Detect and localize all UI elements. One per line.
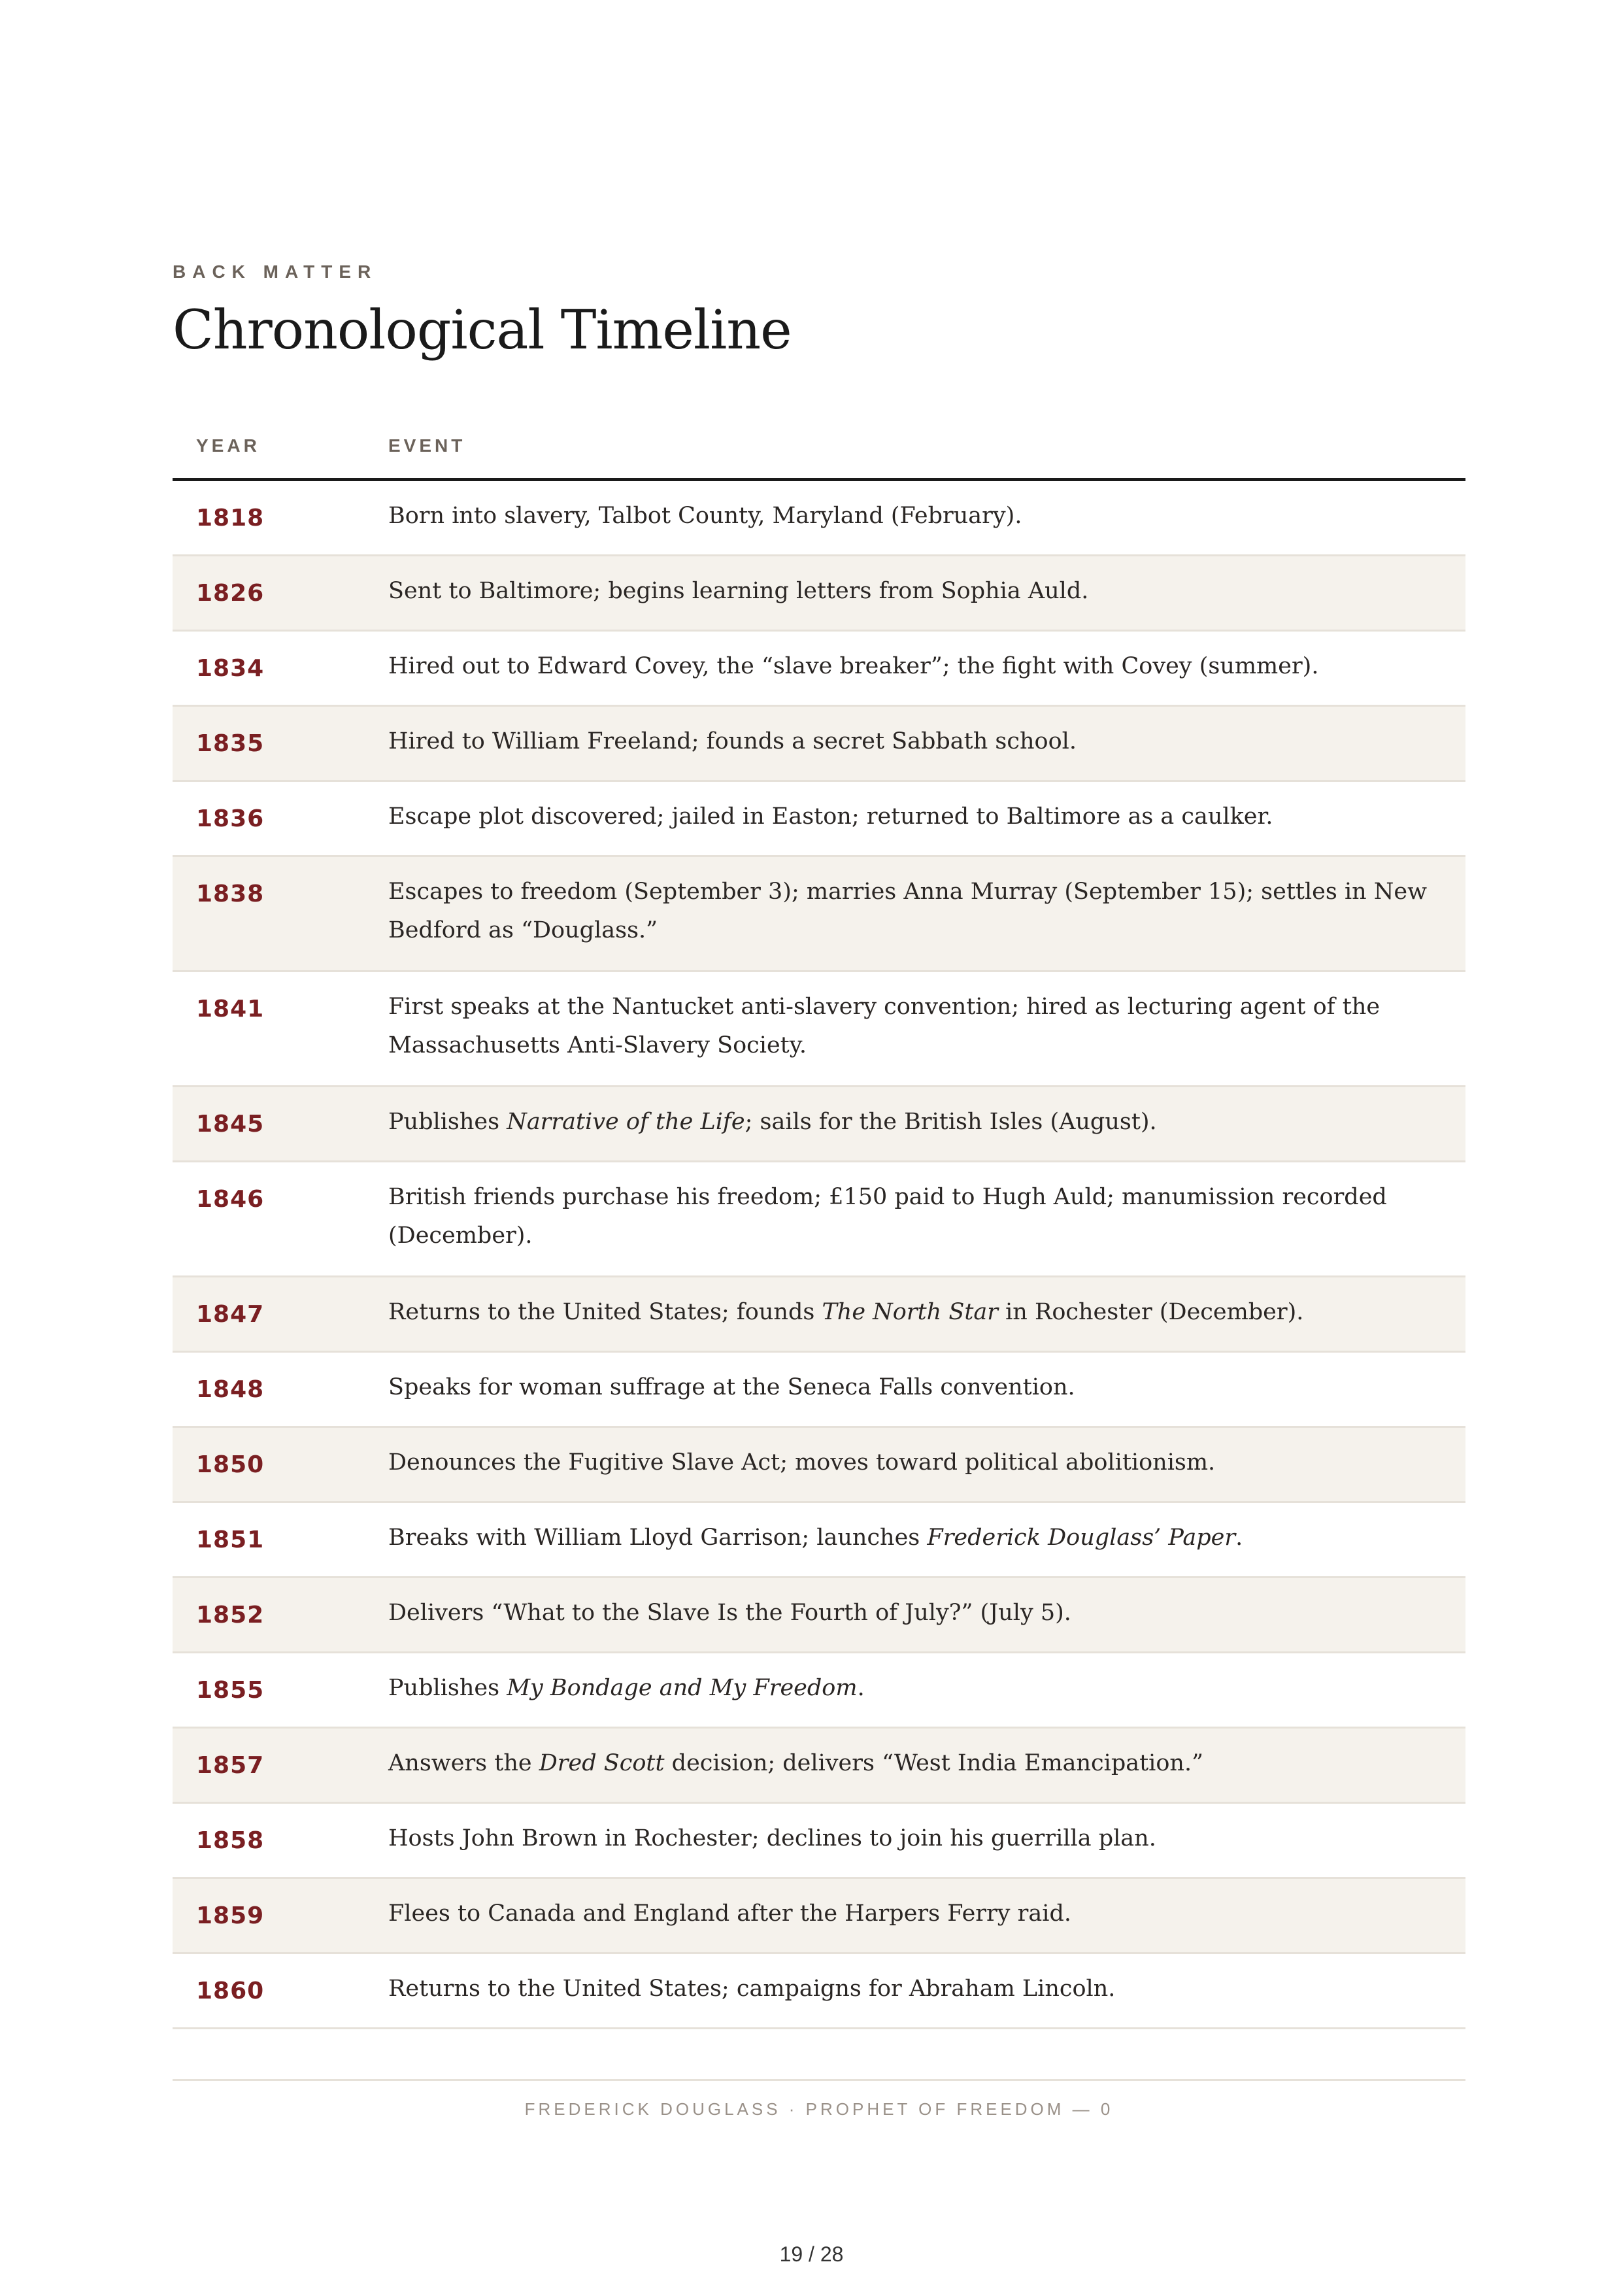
year-cell: 1841 [196,996,265,1022]
year-cell: 1836 [196,805,265,832]
event-text: Hosts John Brown in Rochester; declines to join his guerrilla plan. [388,1825,1156,1851]
event-text: Returns to the United States; founds [388,1299,822,1325]
event-text: . [857,1675,865,1701]
event-cell [388,1744,1434,1783]
table-row [173,1353,1465,1428]
year-cell: 1855 [196,1677,265,1704]
event-text: Denounces the Fugitive Slave Act; moves toward political abolitionism. [388,1449,1216,1476]
event-title-italic: Dred Scott [539,1750,665,1776]
table-row [173,1879,1465,1954]
event-title-italic: Frederick Douglass’ Paper [927,1525,1236,1551]
event-cell [388,572,1434,611]
year-cell: 1860 [196,1978,265,2004]
table-row [173,1087,1465,1162]
event-cell [388,722,1434,761]
table-row [173,556,1465,632]
table-row [173,632,1465,707]
event-text: . [1235,1525,1243,1551]
event-text: Sent to Baltimore; begins learning letters from Sophia Auld. [388,578,1089,604]
event-text: decision; delivers “West India Emancipation.” [664,1750,1203,1776]
year-cell: 1838 [196,881,265,907]
footer-divider [173,2079,1465,2081]
event-text: in Rochester (December). [997,1299,1304,1325]
event-text: Answers the [388,1750,539,1776]
column-header-year: YEAR [196,435,260,456]
year-cell: 1848 [196,1376,265,1403]
table-row [173,1428,1465,1503]
year-cell: 1845 [196,1111,265,1138]
table-row [173,857,1465,972]
event-text: Breaks with William Lloyd Garrison; launches [388,1525,928,1551]
table-row [173,972,1465,1087]
event-text: Born into slavery, Talbot County, Maryland (February). [388,503,1022,529]
table-header [173,418,1465,481]
table-row [173,481,1465,556]
table-row [173,782,1465,857]
year-cell: 1846 [196,1186,265,1213]
year-cell: 1826 [196,580,265,607]
table-row [173,1277,1465,1353]
event-cell [388,1895,1434,1933]
table-row [173,1954,1465,2029]
year-cell: 1857 [196,1752,265,1779]
event-text: British friends purchase his freedom; £150 paid to Hugh Auld; manumission recorded (December). [388,1184,1387,1249]
event-cell [388,873,1434,950]
event-cell [388,1368,1434,1407]
table-row [173,1653,1465,1729]
year-cell: 1858 [196,1827,265,1854]
event-cell [388,1178,1434,1255]
year-cell: 1818 [196,505,265,532]
page-title: Chronological Timeline [173,299,792,362]
event-text: Returns to the United States; campaigns for Abraham Lincoln. [388,1976,1116,2002]
event-cell [388,1103,1434,1141]
event-cell [388,798,1434,836]
table-row [173,707,1465,782]
year-cell: 1859 [196,1902,265,1929]
event-cell [388,988,1434,1065]
event-cell [388,647,1434,686]
event-cell [388,1443,1434,1482]
table-row [173,1578,1465,1653]
event-title-italic: My Bondage and My Freedom [507,1675,858,1701]
year-cell: 1851 [196,1527,265,1553]
column-header-event: EVENT [388,435,466,456]
event-text: Hired out to Edward Covey, the “slave breaker”; the fight with Covey (summer). [388,653,1319,679]
event-cell [388,497,1434,535]
event-text: ; sails for the British Isles (August). [745,1109,1157,1135]
event-text: Publishes [388,1109,507,1135]
event-title-italic: Narrative of the Life [507,1109,745,1135]
table-row [173,1729,1465,1804]
event-cell [388,1519,1434,1557]
year-cell: 1847 [196,1301,265,1328]
event-text: Escape plot discovered; jailed in Easton; returned to Baltimore as a caulker. [388,803,1273,830]
running-footer: FREDERICK DOUGLASS · PROPHET OF FREEDOM — 0 [524,2099,1114,2119]
table-row [173,1503,1465,1578]
year-cell: 1835 [196,730,265,757]
event-text: First speaks at the Nantucket anti-slavery convention; hired as lecturing agent of the Massachusetts Anti-Slavery Society. [388,994,1380,1058]
event-text: Hired to William Freeland; founds a secret Sabbath school. [388,728,1077,754]
event-cell [388,1669,1434,1708]
table-row [173,1804,1465,1879]
timeline-table [173,418,1465,2029]
event-cell [388,1819,1434,1858]
table-row [173,1162,1465,1277]
page-indicator: 19 / 28 [779,2242,844,2266]
section-kicker: BACK MATTER [173,262,378,282]
event-cell [388,1594,1434,1632]
year-cell: 1834 [196,655,265,682]
table-body [173,481,1465,2029]
event-cell [388,1293,1434,1332]
event-text: Escapes to freedom (September 3); marries Anna Murray (September 15); settles in New Bedford as “Douglass.” [388,879,1428,943]
event-text: Delivers “What to the Slave Is the Fourth of July?” (July 5). [388,1600,1071,1626]
event-text: Publishes [388,1675,507,1701]
year-cell: 1852 [196,1602,265,1629]
event-cell [388,1970,1434,2008]
year-cell: 1850 [196,1451,265,1478]
event-title-italic: The North Star [822,1299,998,1325]
event-text: Speaks for woman suffrage at the Seneca Falls convention. [388,1374,1075,1400]
event-text: Flees to Canada and England after the Harpers Ferry raid. [388,1900,1071,1927]
